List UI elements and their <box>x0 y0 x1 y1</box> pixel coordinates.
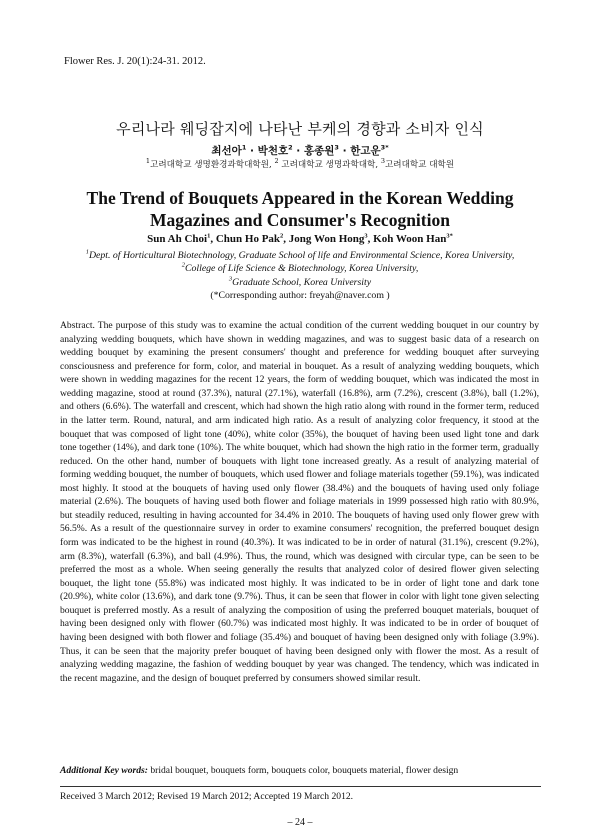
korean-author: 한고운 <box>350 145 381 157</box>
korean-affiliations <box>0 158 600 170</box>
author-separator: · <box>246 145 258 157</box>
english-author: Jong Won Hong <box>288 233 365 245</box>
author-sup: 2 <box>288 143 293 152</box>
korean-author: 박천호 <box>257 145 289 157</box>
author-sup: 3 <box>364 232 368 240</box>
keywords-line <box>60 765 539 776</box>
author-separator: · <box>292 145 304 157</box>
author-separator: · <box>338 145 351 157</box>
english-affiliation <box>0 262 600 275</box>
author-sup: 3* <box>446 232 453 240</box>
received-dates: Received 3 March 2012; Revised 19 March 2012; Accepted 19 March 2012. <box>60 791 354 802</box>
page-number: – 24 – <box>287 817 313 828</box>
english-author: Sun Ah Choi <box>147 233 208 245</box>
affil-sup: 2 <box>274 157 279 166</box>
affil-sup: 3 <box>228 275 233 283</box>
author-sup: 3* <box>380 143 389 152</box>
english-authors: Sun Ah Choi$^1$, Chun Ho Pak$^2$, Jong Won Hong$^3$, Koh Woon Han$^{3*}$ <box>147 232 453 245</box>
korean-author: 홍종원 <box>303 145 335 157</box>
affil-sup: 1 <box>85 248 89 256</box>
english-author: Koh Woon Han <box>373 233 447 245</box>
korean-affiliation: 고려대학교 생명환경과학대학원, <box>150 160 275 170</box>
korean-title: 우리나라 웨딩잡지에 나타난 부케의 경향과 소비자 인식 <box>116 120 484 138</box>
footnote-divider <box>60 786 541 787</box>
english-affiliation <box>0 276 600 289</box>
affil-sup: 1 <box>145 157 151 166</box>
affil-sup: 2 <box>181 262 185 270</box>
affil-sup: 3 <box>380 157 385 166</box>
keywords-label: Additional Key words: <box>60 765 148 776</box>
author-sup: 2 <box>280 232 284 240</box>
english-author: Chun Ho Pak <box>215 233 281 245</box>
affiliation-text: Dept. of Horticultural Biotechnology, Graduate School of life and Environmental Science, Korea University, <box>88 250 515 261</box>
english-title-line: Magazines and Consumer's Recognition <box>150 210 450 230</box>
english-title-line: The Trend of Bouquets Appeared in the Korean Wedding <box>86 188 514 208</box>
affiliation-text: Graduate School, Korea University <box>232 276 372 288</box>
korean-affiliation: 고려대학교 대학원 <box>384 160 455 170</box>
author-sup: 3 <box>334 143 339 152</box>
korean-author: 최선아 <box>211 145 242 157</box>
journal-reference: Flower Res. J. 20(1):24-31. 2012. <box>64 56 206 67</box>
korean-affiliation: 고려대학교 생명과학대학, <box>278 160 381 170</box>
korean-authors <box>0 143 600 158</box>
author-sup: 1 <box>207 232 211 240</box>
english-affiliation <box>0 249 600 262</box>
keywords-text: bridal bouquet, bouquets form, bouquets color, bouquets material, flower design <box>147 765 459 776</box>
abstract-text: Abstract. The purpose of this study was to examine the actual condition of the current wedding bouquet in our country by analyzing wedding bouquets, which have shown in wedding magazines, and was to suggest basic data of a research on wedding bouquet by examining the present consumers' thought and preference for wedding bouquet after surveying consciousness and preference for form, color, and material in bouquet. As a result of analyzing wedding bouquets, which were shown in wedding magazines for the recent 12 years, the form of wedding bouquet, which was indicated the most in wedding magazine, stood at round (37.3%), natural (27.1%), waterfall (16.8%), arm (7.2%), crescent (3.8%), ball (1.2%), and others (6.6%). The waterfall and crescent, which had shown the high ratio along with round in the former term, reduced in the latter term. Round, natural, and arm indicated high ratio. As a result of analyzing color frequency, it stood at the bouquet that was composed of light tone (40%), white color (35%), the bouquet of having been used light tone and dark tone together (14%), and dark tone (10%). The white bouquet, which had shown the high ratio in the former term, gradually reduced. On the other hand, number of bouquets with light tone increased greatly. As a result of analyzing material of forming wedding bouquet, the number of bouquets, which used flower and foliage materials together (59.1%), was indicated most highly. It stood at the bouquets of having used only flower (38.4%) and the bouquets of having used only foliage material (2.6%). The bouquets of having used both flower and foliage materials in 1999 possessed high ratio with 80.9%, but steadily reduced, resulting in having accounted for 34.4% in 2010. The bouquets of having used only flower grew with 56.5%. As a result of the questionnaire survey in order to examine consumers' recognition, the preferred bouquet design form was indicated to be the highest in round (40.3%). It was indicated to be in order of natural (31.1%), crescent (9.2%), arm (8.3%), waterfall (6.3%), and ball (4.9%). Thus, the round, which was designed with circular type, can be seen to be preferred the most as a whole. When seeing generally the results that analyzed color of desired flower given selecting bouquet, the light tone (55.8%) was indicated most highly. It was indicated to be in order of light tone and dark tone (20.9%), white color (13.6%), and dark tone (9.7%). Thus, it can be seen that flower in color with light tone given selecting bouquet is preferred mostly. As a result of analyzing the composition of using the preferred bouquet materials, bouquet of having been designed only with flower (60.7%) was indicated most highly. It was indicated to be in order of bouquet of having been designed with both flower and foliage (35.4%) and bouquet of having been designed only with foliage (3.9%). Thus, it can be seen that the majority prefer bouquet of having been designed only with flower the most. As a result of analyzing wedding magazine, the fashion of wedding bouquet by year was changed. The tendency, which was indicated in the recent magazine, and the design of bouquet preferred by consumers showed similar result. <box>60 320 539 684</box>
english-title <box>0 187 600 231</box>
english-affiliations <box>0 249 600 303</box>
corresponding-author: (*Corresponding author: freyah@naver.com ) <box>210 290 390 302</box>
author-sup: 1 <box>241 143 247 152</box>
affiliation-text: College of Life Science & Biotechnology, Korea University, <box>184 263 419 275</box>
